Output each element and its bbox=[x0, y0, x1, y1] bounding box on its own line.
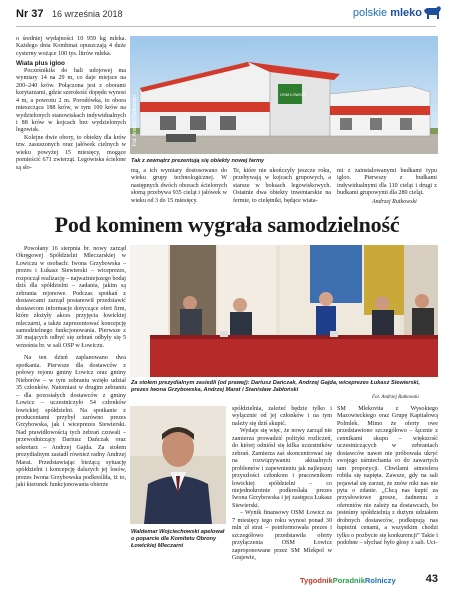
article-column-3 bbox=[233, 168, 331, 205]
issue-date: 16 września 2018 bbox=[52, 9, 123, 19]
farm-building-photo bbox=[130, 36, 438, 154]
photo-caption: Za stołem prezydialnym zasiedli (od prawej): Dariusz Dańczak, Andrzej Gajda, wiceprezes Łukasz Siewierski, prezes Iwona Grzybowska, Andrzej Marat i Stanisław Jabłoński bbox=[131, 380, 420, 393]
article-column-2 bbox=[131, 168, 227, 205]
paragraph: spółdzielnia, zależeć będzie tylko i wyłącznie od jej członków i na tym należy się dziś skupić. bbox=[232, 406, 332, 427]
article-headline: Pod kominem wygrała samodzielność bbox=[54, 212, 400, 237]
photo-caption: Tak z zewnątrz prezentują się obiekty nowej farmy bbox=[131, 158, 265, 164]
vertical-photo-credit: Fot. Andrzej Rutkowski bbox=[132, 95, 138, 146]
article-body-column-3 bbox=[232, 406, 332, 563]
paragraph: Pocześnikiła do hali udojowej ma wymiary 14 na 29 m, co daje miejsce na 200–240 krów. Połączona jest z oborami korytarzami, gdzie szerokość dopędu wynosi 4 m, a powrotu 2 m. Porodówka, to obora mieszcząca 188 krów, w tym 100 krów na wydzielonych stanowiskach indywidualnych i 88 krów w kojcach bez wydzielonych legowisk. bbox=[16, 67, 126, 134]
paragraph: o średniej wydajności 10 959 kg mleka. Każdego dnia Kombinat opuszczają 4 duże cysterny wożące 100 tys. litrów mleka. bbox=[16, 36, 126, 57]
photo-caption: Waldemar Wojciechowski apelował o poparcie dla Komitetu Obrony Łowickiej Mleczarni bbox=[131, 529, 225, 549]
cow-icon bbox=[422, 4, 442, 22]
article-body-column-4 bbox=[337, 406, 438, 548]
header-rule bbox=[16, 26, 436, 27]
paragraph: Wydaje się więc, że nowy zarząd nie zamierza prowadzić polityki rozliczeń, do której odniósł się kilka uczestników zebrań. Zamierza zaś skoncentrować się na rozwiązywaniu aktualnych problemów i zapewnieniu jak najlepszej przyszłości członkom i pracownikom łowickiej spółdzielni – co niejednokrotnie podkreślała prezes Iwona Grzybowska i jej zastępca Łukasz Siewierski. bbox=[232, 428, 332, 509]
presidium-image bbox=[130, 245, 438, 377]
portrait-image bbox=[130, 406, 226, 524]
page-header bbox=[0, 0, 454, 38]
presidium-photo bbox=[130, 245, 438, 377]
paragraph: Powołany 16 sierpnia br. nowy zarząd Okręgowej Spółdzielni Mleczarskiej w Łowiczu w osobach: Iwona Grzybowska – prezes i Łukasz Siewierski – wiceprezes, rozpoczął realizację – najważniejszego bodaj dziś dla spółdzielni – zadania, jakim są zebrania rejonowe. Podczas spotkań z dostawcami zarząd postanowił przedstawić dostawcom informacje dotyczące ofert firm, które złożyły akces przyjęcia łowickiej mleczarni, a także zaprezentować koncepcję samodzielnego funkcjonowania. Pierwsze z 30 mających odbyć się zebrań odbyły się 5 września br. w sali OSP w Łowiczu. bbox=[16, 246, 126, 349]
paragraph: Na ten dzień zaplanowano dwa spotkania. Pierwsze dla dostawców z połowy rejonu gminy Łowicz oraz gminy Nieborów – w tym zebraniu wzięło udział 35 członków. Natomiast w drugim zebraniu – dla pozostałych dostawców z gminy Łowicz – uczestniczyło 54 członków łowickiej spółdzielni. Na spotkanie z producentami przybył zarówno prezes Grzybowska, jak i wiceprezes Siewierski. Nad prawidłowością tych zebrań czuwali – przewodniczący Dariusz Dańczak oraz sekretarz – Andrzej Gajda. Za stołem prezydialnym zasiadł również radny Andrzej Marat. Przedstawiając bieżącą sytuację spółdzielni i koncepcję dalszych jej losów, prezes Iwona Grzybowska podkreśliła, iż to, jaki kierunek funkcjonowania obierze bbox=[16, 355, 126, 489]
paragraph: Kolejne dwie obory, to obiekty dla krów tzw. zasuszonych oraz jałówek cielnych w wieku powyżej 15 miesięcy, mogące pomieścić 671 zwierząt. Legowiska ścielone są sło- bbox=[16, 134, 126, 171]
issue-number: Nr 37 bbox=[16, 8, 44, 20]
article-column-1 bbox=[16, 36, 126, 172]
page-number: 43 bbox=[425, 573, 438, 585]
portrait-photo bbox=[130, 406, 226, 524]
article-column-4 bbox=[337, 168, 437, 198]
farm-building-image bbox=[130, 36, 438, 154]
paragraph: Te, które nie ukończyły jeszcze roku, przebywają w kojcach grupowych, a starsze w boksach legowiskowych. Ostatnie dwa obiekty inwentarskie na fermie, to cielętniki, będące wiata- bbox=[233, 168, 331, 204]
magazine-logo: TygodnikPoradnikRolniczy bbox=[300, 576, 396, 585]
paragraph: – Wynik finansowy OSM Łowicz za 7 miesięcy tego roku wynosi ponad 30 mln zł strat – poinformowała prezes i szczegółowo przedstawiła oferty przyłączenia OSM Łowicz zaproponowane przez SM Mlekpol w Grajewie, bbox=[232, 510, 332, 562]
photo-credit: Fot. Andrzej Rutkowski bbox=[372, 395, 419, 400]
subheading: Wiata plus igloo bbox=[16, 60, 65, 68]
article-body-column-1 bbox=[16, 246, 126, 490]
building-sign: OSM ŁOWICZ bbox=[280, 92, 306, 97]
section-brand: polskie mleko bbox=[352, 7, 422, 19]
paragraph: mą, a ich wymiary dostosowano do wieku grupy technologicznej. W następnych dwóch oborach ścielonych słomą przebywa 935 cieląt i jałówek w wieku od 3 do 15 miesięcy. bbox=[131, 168, 227, 204]
paragraph: SM Mlekovita z Wysokiego Mazowieckiego oraz Grupę Kapitałową Polmlek. Mimo że oferty owe przedstawiono szczegółowo – łącznie z cennikami skupu – większość uczestniczących w zebraniach dostawców nawet nie próbowała ukryć swojego uśmiechania co do zawartych tam propozycji. Chwilami atmosfera robiła się napięta. Zawsze, gdy na sali pojawiał się zarzut, że znów nikt nas nie pyta o zdanie. „Chcą nas kupić za przysłowiowe grosze, żadnemu z oferentów nie zależy na dostawcach, bo jesteśmy spółdzielnią z dużym udziałem drobnych dostawców, podkupują nas łupieżni cenami, a wszystkim chodzi tylko o pozbycie się konkurencji” Takie i podobne – słychać było głosy z sali. Uci- bbox=[337, 406, 438, 547]
author-credit: Andrzej Rutkowski bbox=[372, 199, 417, 205]
paragraph: mi z zainstalowanymi budkami typu igloo. Pierwszy z budkami indywidualnymi dla 110 cieląt i drugi z budkami grupowymi dla 280 cieląt. bbox=[337, 168, 437, 197]
